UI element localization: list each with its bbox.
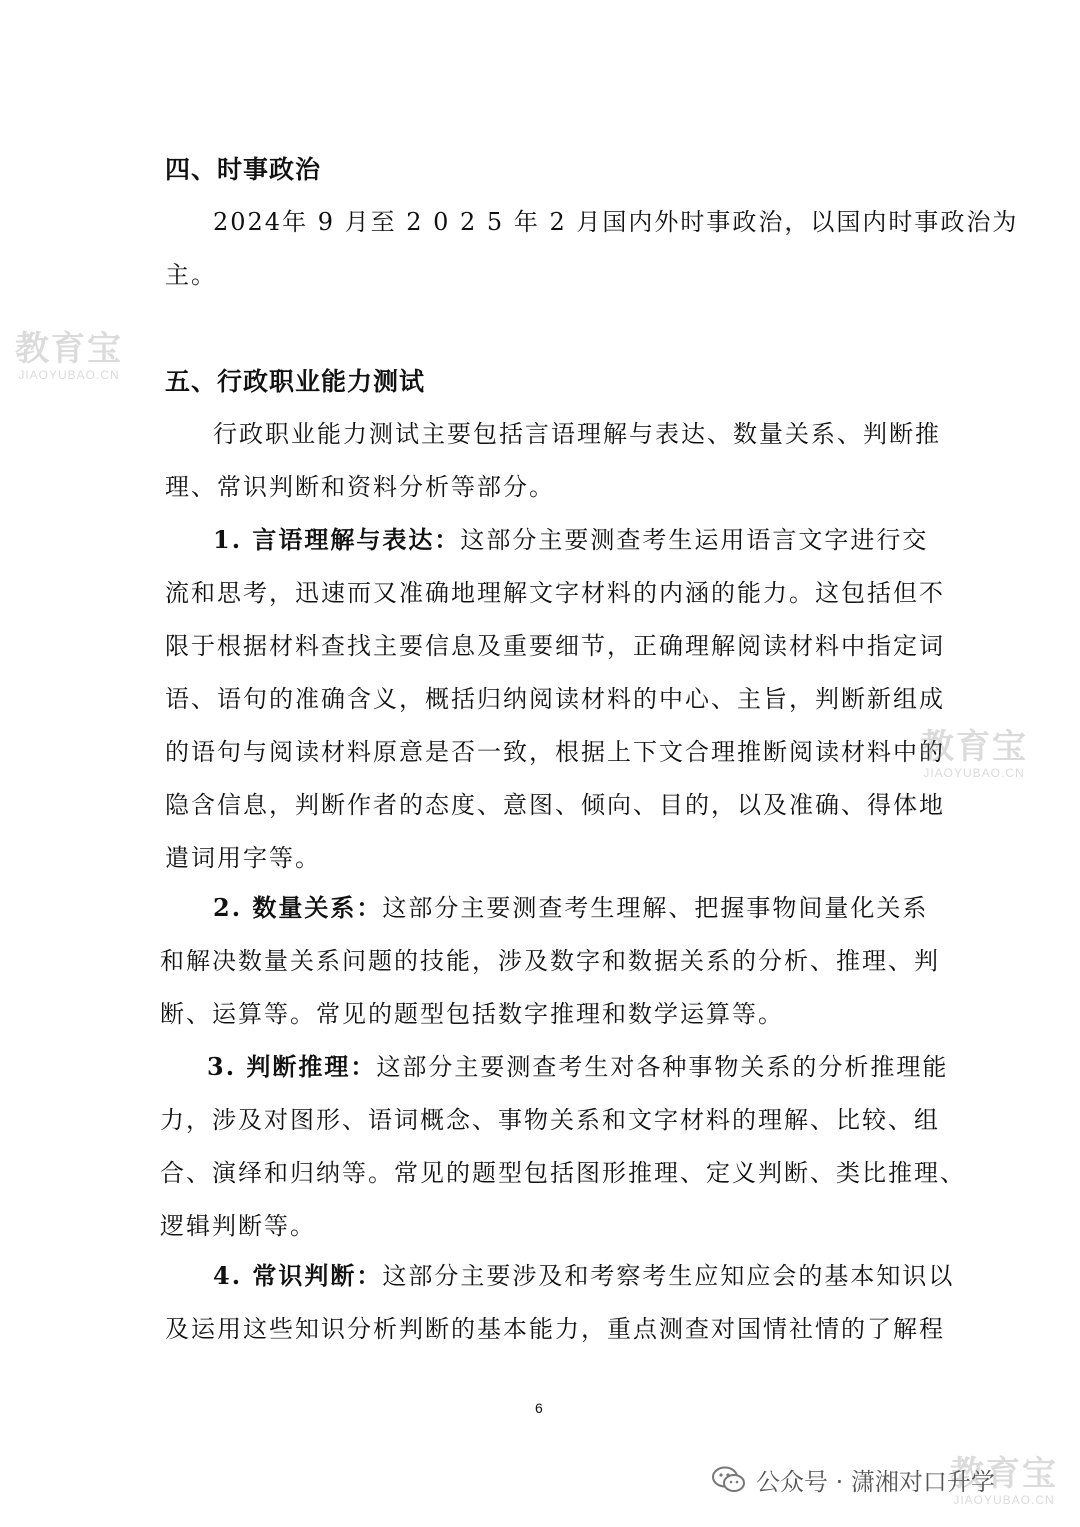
watermark-logo — [15, 330, 123, 382]
item-text: 这部分主要涉及和考察考生应知应会的基本知识以 — [382, 1262, 955, 1290]
watermark-cn: 教育宝 — [950, 1454, 1058, 1494]
wechat-footer — [712, 1462, 995, 1497]
section-heading-current-affairs: 四、时事政治 — [165, 155, 322, 184]
paragraph-line: 主。 — [165, 261, 217, 289]
paragraph-line: 的语句与阅读材料原意是否一致，根据上下文合理推断阅读材料中的 — [165, 738, 945, 766]
page-number: 6 — [535, 1400, 543, 1416]
paragraph-line: 限于根据材料查找主要信息及重要细节，正确理解阅读材料中指定词 — [165, 632, 945, 660]
item-text: 这部分主要测查考生对各种事物关系的分析推理能 — [376, 1053, 949, 1081]
item-label: 3. 判断推理： — [207, 1052, 377, 1081]
watermark-en: JIAOYUBAO.CN — [18, 368, 120, 382]
paragraph-line: 和解决数量关系问题的技能，涉及数字和数据关系的分析、推理、判 — [160, 947, 940, 975]
watermark-cn: 教育宝 — [15, 329, 123, 369]
paragraph-line: 断、运算等。常见的题型包括数字推理和数学运算等。 — [160, 1000, 784, 1028]
watermark-logo — [920, 728, 1028, 780]
item-label: 1. 言语理解与表达： — [213, 525, 461, 554]
section-heading-aptitude-test: 五、行政职业能力测试 — [165, 367, 426, 396]
item-first-line — [213, 888, 928, 923]
paragraph-line: 2024年 9 月至 2 0 2 5 年 2 月国内外时事政治，以国内时事政治为 — [213, 208, 1019, 236]
paragraph-line: 合、演绎和归纳等。常见的题型包括图形推理、定义判断、类比推理、 — [160, 1159, 966, 1187]
paragraph-line: 流和思考，迅速而又准确地理解文字材料的内涵的能力。这包括但不 — [165, 579, 945, 607]
paragraph-line: 隐含信息，判断作者的态度、意图、倾向、目的，以及准确、得体地 — [165, 791, 945, 819]
item-label: 4. 常识判断： — [213, 1261, 383, 1290]
item-first-line — [213, 1256, 954, 1291]
paragraph-line: 遣词用字等。 — [165, 844, 321, 872]
watermark-cn: 教育宝 — [920, 727, 1028, 767]
item-text: 这部分主要测查考生运用语言文字进行交 — [460, 526, 929, 554]
item-first-line — [207, 1047, 948, 1082]
watermark-en: JIAOYUBAO.CN — [953, 1493, 1055, 1507]
paragraph-line: 行政职业能力测试主要包括言语理解与表达、数量关系、判断推 — [213, 420, 941, 448]
item-text: 这部分主要测查考生理解、把握事物间量化关系 — [382, 894, 929, 922]
footer-text: 公众号 · 潇湘对口升学 — [756, 1468, 995, 1496]
item-label: 2. 数量关系： — [213, 893, 383, 922]
wechat-icon — [712, 1466, 746, 1494]
paragraph-line: 及运用这些知识分析判断的基本能力，重点测查对国情社情的了解程 — [165, 1315, 945, 1343]
watermark-en: JIAOYUBAO.CN — [923, 766, 1025, 780]
item-first-line — [213, 520, 928, 555]
paragraph-line: 力，涉及对图形、语词概念、事物关系和文字材料的理解、比较、组 — [160, 1106, 940, 1134]
paragraph-line: 语、语句的准确含义，概括归纳阅读材料的中心、主旨，判断新组成 — [165, 685, 945, 713]
paragraph-line: 理、常识判断和资料分析等部分。 — [165, 473, 555, 501]
paragraph-line: 逻辑判断等。 — [160, 1212, 316, 1240]
